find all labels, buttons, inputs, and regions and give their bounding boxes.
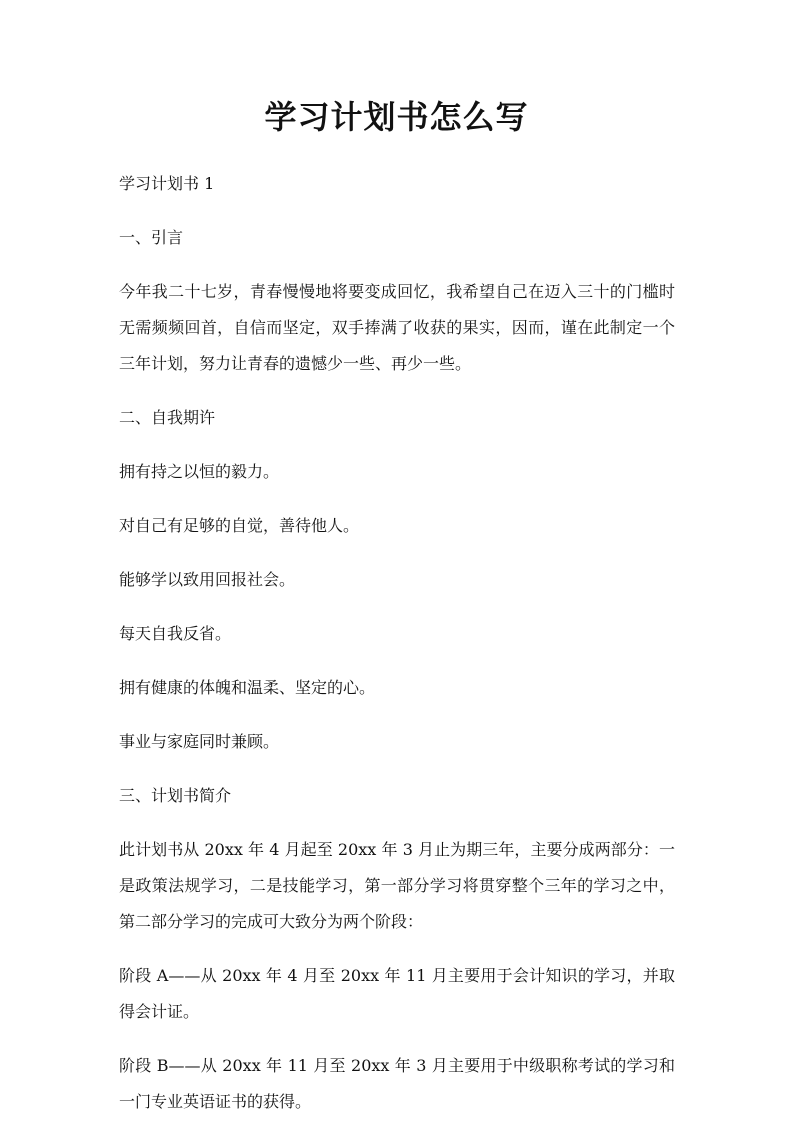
paragraph-introduction: 今年我二十七岁，青春慢慢地将要变成回忆，我希望自己在迈入三十的门槛时无需频频回首，自信而坚定，双手捧满了收获的果实，因而，谨在此制定一个三年计划，努力让青春的遗憾少一些、再少一些。 (119, 282, 675, 373)
section-heading-plan-summary: 三、计划书简介 (119, 786, 232, 805)
section-heading-plan-1: 学习计划书 1 (119, 174, 215, 193)
paragraph-stage-b: 阶段 B——从 20xx 年 11 月至 20xx 年 3 月主要用于中级职称考试的学习和一门专业英语证书的获得。 (119, 1056, 675, 1111)
document-body (119, 166, 675, 1138)
section-heading-introduction: 一、引言 (119, 228, 184, 247)
expectation-item: 每天自我反省。 (119, 624, 232, 643)
paragraph-plan-summary: 此计划书从 20xx 年 4 月起至 20xx 年 3 月止为期三年，主要分成两部分：一是政策法规学习，二是技能学习，第一部分学习将贯穿整个三年的学习之中，第二部分学习的完成可大致分为两个阶段： (119, 840, 675, 931)
paragraph-stage-a: 阶段 A——从 20xx 年 4 月至 20xx 年 11 月主要用于会计知识的学习，并取得会计证。 (119, 966, 675, 1021)
document-title: 学习计划书怎么写 (264, 98, 529, 136)
expectation-item: 拥有健康的体魄和温柔、坚定的心。 (119, 678, 376, 697)
section-heading-self-expectation: 二、自我期许 (119, 408, 216, 427)
expectation-item: 拥有持之以恒的毅力。 (119, 462, 280, 481)
expectation-item: 能够学以致用回报社会。 (119, 570, 296, 589)
expectation-item: 对自己有足够的自觉，善待他人。 (119, 516, 360, 535)
expectation-item: 事业与家庭同时兼顾。 (119, 732, 280, 751)
